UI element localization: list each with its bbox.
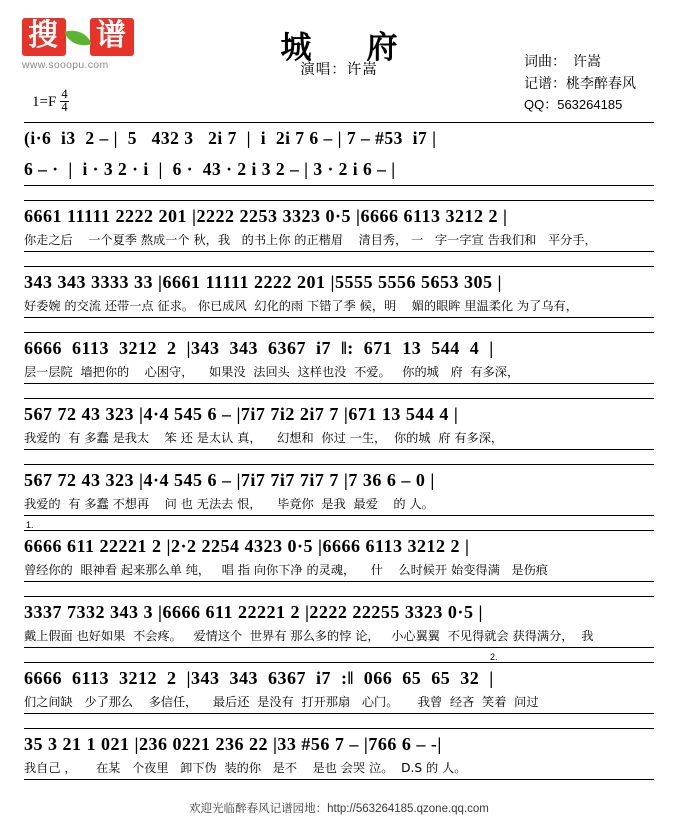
notes-line: 567 72 43 323 |4·4 545 6 – |7i7 7i2 2i7 7 |671 13 544 4 | — [24, 404, 459, 424]
system-row — [24, 464, 654, 516]
notator-line: 记谱：桃李醉春风 — [524, 75, 636, 92]
logo-badge-search: 搜 — [22, 18, 66, 56]
notes-line: 567 72 43 323 |4·4 545 6 – |7i7 7i7 7i7 7 |7 36 6 – 0 | — [24, 470, 435, 490]
time-signature — [60, 89, 68, 114]
logo-url: www.sooopu.com — [22, 58, 109, 71]
system-row — [24, 652, 654, 714]
intro-section — [24, 122, 654, 186]
lyrics-line: 层一层院 墙把你的 心困守， 如果没 法回头 这样也没 不爱。 你的城 府 有多深， — [24, 365, 520, 379]
system-row — [24, 200, 654, 252]
volta-2-label: 2. — [490, 652, 498, 662]
lyrics-line: 曾经你的 眼神看 起来那么单 纯， 唱 指 向你下净 的灵魂， 什 么时候开 始变得满 是伤痕 — [24, 563, 548, 577]
notes-line: 6666 611 22221 2 |2·2 2254 4323 0·5 |6666 6113 3212 2 | — [24, 536, 470, 556]
volta-1-label: 1. — [26, 520, 34, 530]
footer-note — [0, 800, 678, 816]
system-row — [24, 332, 654, 384]
logo-badge-score: 谱 — [90, 18, 134, 56]
key-label: 1=F — [32, 93, 57, 110]
time-numerator: 4 — [61, 87, 68, 101]
singer-line: 演唱：许嵩 — [300, 62, 378, 78]
credits-block — [524, 52, 636, 116]
composer-line: 词曲： 许嵩 — [524, 54, 601, 70]
lyrics-line: 你走之后 一个夏季 熬成一个 秋，我 的书上你 的正楷眉 清目秀， 一 字一字宣 告我们和 平分手， — [24, 233, 597, 247]
notes-line: 3337 7332 343 3 |6666 611 22221 2 |2222 22255 3323 0·5 | — [24, 602, 483, 622]
lyrics-line: 我爱的 有 多蠢 不想再 问 也 无法去 恨， 毕竟你 是我 最爱 的 人。 — [24, 497, 434, 511]
system-row — [24, 520, 654, 582]
score-body — [0, 112, 678, 780]
system-row — [24, 398, 654, 450]
sheet-header — [0, 0, 678, 118]
system-row — [24, 728, 654, 780]
lyrics-line: 们之间缺 少了那么 多信任， 最后还 是没有 打开那扇 心门。 我曾 经吝 笑着 问过 — [24, 695, 539, 709]
lyrics-line: 我爱的 有 多蠢 是我太 笨 还 是太认 真， 幻想和 你过 一生， 你的城 府 有多深， — [24, 431, 504, 445]
lyrics-line: 好委婉 的交流 还带一点 征求。 你已成风 幻化的雨 下错了季 候，明 媚的眼眸 里温柔化 为了乌有， — [24, 299, 578, 313]
system-row — [24, 266, 654, 318]
page-title: 城 府 — [280, 30, 410, 66]
notes-line: 343 343 3333 33 |6661 11111 2222 201 |5555 5556 5653 305 | — [24, 272, 502, 292]
qq-line: QQ：563264185 — [524, 97, 623, 113]
lyrics-line: 我自己 ， 在某 个夜里 卸下伪 装的你 是不 是也 会哭 泣。 D.S 的 人。 — [24, 761, 467, 775]
lyrics-line: 戴上假面 也好如果 不会疼。 爱情这个 世界有 那么多的悖 论， 小心翼翼 不见得就会 获得满分， 我 — [24, 629, 594, 643]
footer-url[interactable]: http://563264185.qzone.qq.com — [327, 803, 489, 815]
notes-line: 6666 6113 3212 2 |343 343 6367 i7 :‖ 066 65 65 32 | — [24, 668, 494, 688]
time-denominator: 4 — [61, 99, 68, 114]
intro-line-1: (i·6 i3 2 – | 5 432 3 2i 7 | i 2i 7 6 – | 7 – #53 i7 | — [24, 128, 437, 148]
system-row — [24, 596, 654, 648]
notes-line: 6661 11111 2222 201 |2222 2253 3323 0·5 |6666 6113 3212 2 | — [24, 206, 508, 226]
notes-line: 35 3 21 1 021 |236 0221 236 22 |33 #56 7 – |766 6 – -| — [24, 734, 442, 754]
intro-line-2: 6 – · | i · 3 2 · i | 6 · 43 · 2 i 3 2 – | 3 · 2 i 6 – | — [24, 159, 396, 179]
notes-line: 6666 6113 3212 2 |343 343 6367 i7 ‖: 671 13 544 4 | — [24, 338, 494, 358]
footer-text: 欢迎光临醉春风记谱园地： — [189, 801, 328, 815]
